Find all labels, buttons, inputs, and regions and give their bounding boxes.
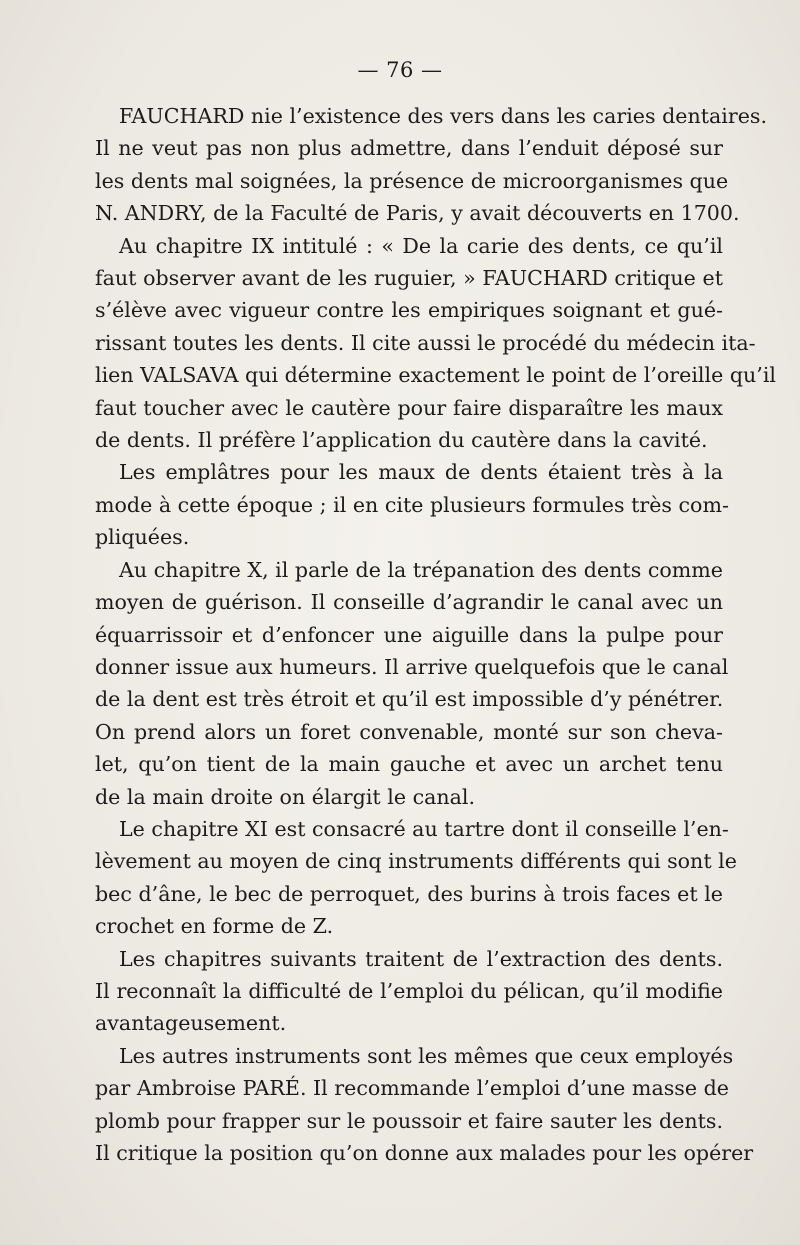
text-line: s’élève avec vigueur contre les empiriques soignant et gué- xyxy=(95,298,723,323)
text-line: Le chapitre XI est consacré au tartre dont il conseille l’en- xyxy=(119,816,729,841)
text-line: avantageusement. xyxy=(95,1011,287,1036)
text-line: let, qu’on tient de la main gauche et avec un archet tenu xyxy=(95,752,723,777)
text-line: lien VALSAVA qui détermine exactement le point de l’oreille qu’il xyxy=(95,363,776,388)
text-line: les dents mal soignées, la présence de microorganismes que xyxy=(95,168,729,193)
paragraph xyxy=(95,813,737,943)
paragraph xyxy=(95,943,723,1040)
text-line: crochet en forme de Z. xyxy=(95,914,334,939)
text-line: mode à cette époque ; il en cite plusieurs formules très com- xyxy=(95,492,729,517)
page-number: — 76 — xyxy=(357,58,443,82)
text-line: Les chapitres suivants traitent de l’extraction des dents. xyxy=(119,946,723,971)
text-line: Il reconnaît la difficulté de l’emploi du pélican, qu’il modifie xyxy=(95,978,723,1003)
paragraph xyxy=(95,230,776,457)
text-line: Il ne veut pas non plus admettre, dans l’enduit déposé sur xyxy=(95,136,723,161)
body-text xyxy=(95,100,776,1169)
text-line: Il critique la position qu’on donne aux malades pour les opérer xyxy=(95,1141,754,1165)
text-line: équarrissoir et d’enfoncer une aiguille dans la pulpe pour xyxy=(95,622,723,647)
text-line: de la main droite on élargit le canal. xyxy=(95,784,476,809)
text-line: Au chapitre IX intitulé : « De la carie des dents, ce qu’il xyxy=(119,233,723,258)
text-line: rissant toutes les dents. Il cite aussi le procédé du médecin ita- xyxy=(95,330,756,355)
text-line: On prend alors un foret convenable, monté sur son cheva- xyxy=(95,719,723,744)
text-line: N. ANDRY, de la Faculté de Paris, y avait découverts en 1700. xyxy=(95,201,740,226)
text-line: pliquées. xyxy=(95,525,190,550)
text-line: de la dent est très étroit et qu’il est impossible d’y pénétrer. xyxy=(95,687,724,712)
text-line: moyen de guérison. Il conseille d’agrandir le canal avec un xyxy=(95,590,723,615)
text-line: donner issue aux humeurs. Il arrive quelquefois que le canal xyxy=(95,654,729,679)
text-line: FAUCHARD nie l’existence des vers dans les caries dentaires. xyxy=(119,104,767,128)
paragraph xyxy=(95,456,729,553)
paragraph xyxy=(95,1040,754,1170)
paragraph xyxy=(95,554,729,813)
text-line: faut observer avant de les ruguier, » FAUCHARD critique et xyxy=(95,266,723,291)
text-line: bec d’âne, le bec de perroquet, des burins à trois faces et le xyxy=(95,881,723,906)
text-line: Au chapitre X, il parle de la trépanation des dents comme xyxy=(119,557,723,582)
text-line: Les emplâtres pour les maux de dents étaient très à la xyxy=(119,460,723,485)
text-line: plomb pour frapper sur le poussoir et faire sauter les dents. xyxy=(95,1108,723,1133)
text-line: par Ambroise PARÉ. Il recommande l’emploi d’une masse de xyxy=(95,1076,729,1101)
paragraph xyxy=(95,100,767,230)
text-line: lèvement au moyen de cinq instruments différents qui sont le xyxy=(95,849,737,874)
text-line: de dents. Il préfère l’application du cautère dans la cavité. xyxy=(95,428,708,453)
text-line: Les autres instruments sont les mêmes que ceux employés xyxy=(119,1043,734,1068)
text-line: faut toucher avec le cautère pour faire disparaître les maux xyxy=(95,395,723,420)
